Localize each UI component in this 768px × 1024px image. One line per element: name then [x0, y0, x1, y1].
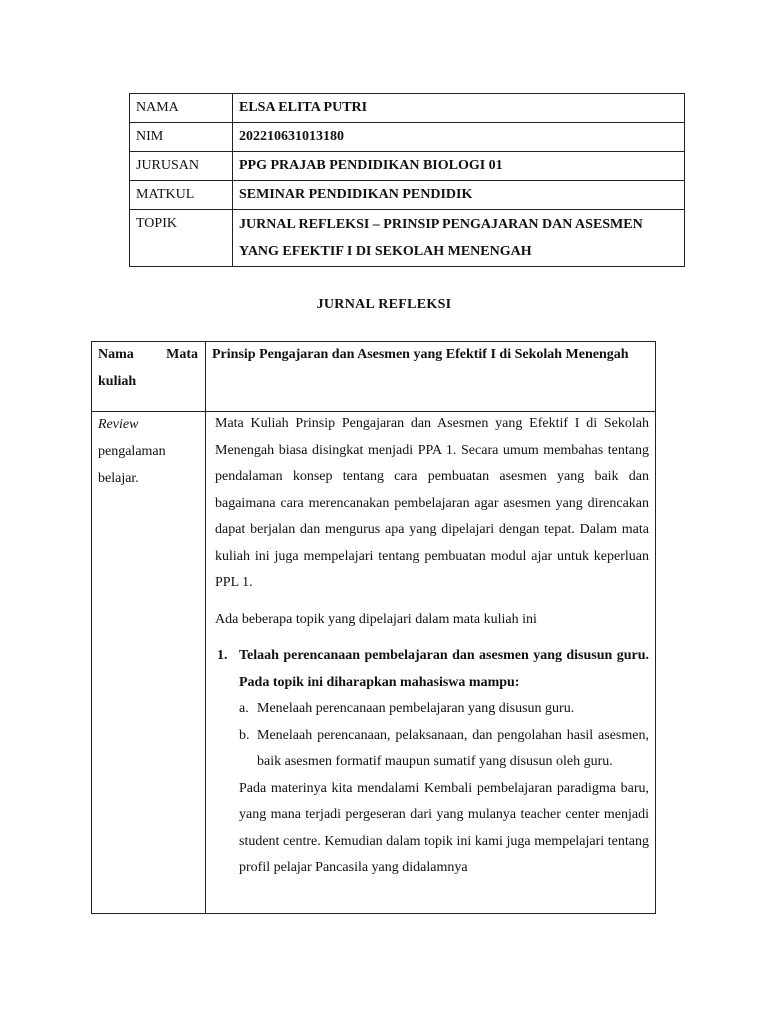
info-label: JURUSAN: [130, 152, 233, 181]
topic-1-paragraph: Pada materinya kita mendalami Kembali pembelajaran paradigma baru, yang mana terjadi pergeseran dari yang mulanya teacher center menjadi student centre. Kemudian dalam topik ini kami juga mempelajari tentang profil pelajar Pancasila yang didalamnya: [239, 780, 649, 875]
info-label: TOPIK: [130, 210, 233, 267]
topic-1-title: Telaah perencanaan pembelajaran dan asesmen yang disusun guru. Pada topik ini diharapkan mahasiswa mampu:: [239, 648, 649, 690]
sub-item-text: Menelaah perencanaan pembelajaran yang disusun guru.: [257, 701, 575, 716]
column-divider: [205, 341, 206, 913]
course-label-word2: Mata: [166, 347, 198, 362]
sub-item-text: Menelaah perencanaan, pelaksanaan, dan pengolahan hasil asesmen, baik asesmen formatif maupun sumatif yang disusun oleh guru.: [257, 727, 649, 769]
sub-item-letter: a.: [239, 701, 249, 716]
journal-title: JURNAL REFLEKSI: [316, 297, 452, 312]
review-content: [215, 411, 649, 882]
review-label-rest: pengalaman belajar.: [98, 444, 166, 486]
review-label: [98, 411, 198, 492]
info-row-matkul: [130, 181, 685, 210]
reflection-table: [91, 341, 656, 914]
sub-item-letter: b.: [239, 727, 250, 743]
student-info-table: [129, 93, 685, 267]
list-item: [239, 723, 649, 776]
review-paragraph: Mata Kuliah Prinsip Pengajaran dan Asesmen yang Efektif I di Sekolah Menengah biasa disingkat menjadi PPA 1. Secara umum membahas tentang pendalaman konsep tentang cara pembuatan asesmen yang baik dan bagaimana cara merencanakan pembelajaran agar asesmen yang direncakan dapat berjalan dan mengurus apa yang dipelajari dengan tepat. Dalam mata kuliah ini juga mempelajari tentang pembuatan modul ajar untuk keperluan PPL 1.: [215, 416, 649, 590]
course-name-label: [98, 341, 198, 395]
info-value: JURNAL REFLEKSI – PRINSIP PENGAJARAN DAN ASESMEN YANG EFEKTIF I DI SEKOLAH MENENGAH: [233, 210, 685, 267]
info-value: SEMINAR PENDIDIKAN PENDIDIK: [233, 181, 685, 210]
topic-1-number: 1.: [217, 648, 228, 663]
info-row-nim: [130, 123, 685, 152]
topic-1: [215, 643, 649, 696]
topic-1-sublist: [215, 696, 649, 776]
info-value: 202210631013180: [233, 123, 685, 152]
topics-intro: Ada beberapa topik yang dipelajari dalam mata kuliah ini: [215, 611, 537, 627]
info-label: NIM: [130, 123, 233, 152]
course-name-value: Prinsip Pengajaran dan Asesmen yang Efektif I di Sekolah Menengah: [212, 347, 629, 362]
info-value: ELSA ELITA PUTRI: [233, 94, 685, 123]
course-label-word1: Nama: [98, 347, 134, 362]
info-label: NAMA: [130, 94, 233, 123]
info-label: MATKUL: [130, 181, 233, 210]
info-row-jurusan: [130, 152, 685, 181]
list-item: [239, 696, 649, 723]
review-label-italic: Review: [98, 417, 139, 432]
info-value: PPG PRAJAB PENDIDIKAN BIOLOGI 01: [233, 152, 685, 181]
info-row-nama: [130, 94, 685, 123]
info-row-topik: [130, 210, 685, 267]
course-label-line2: kuliah: [98, 374, 137, 389]
